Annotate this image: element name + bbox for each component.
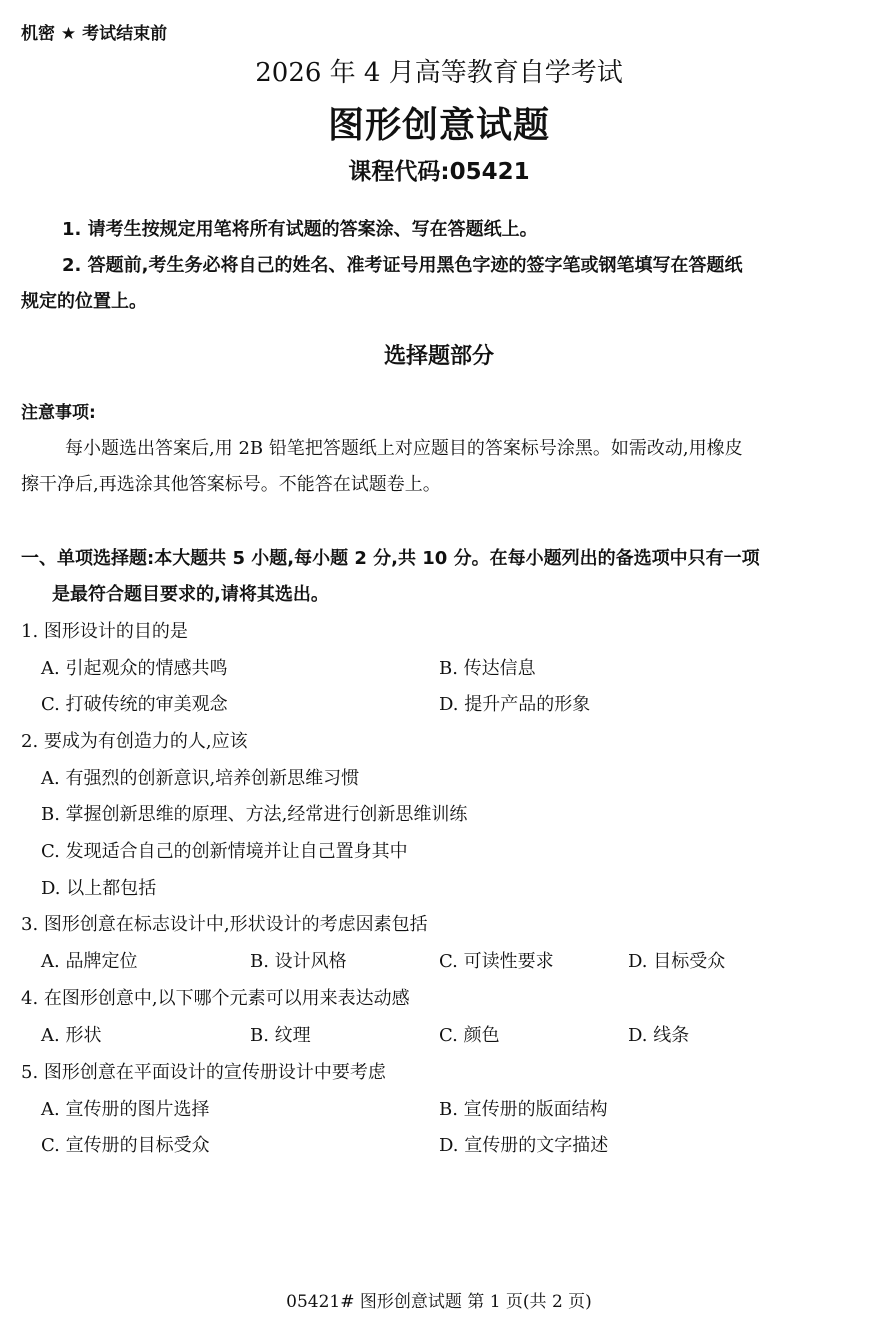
course-code: 课程代码:05421 — [348, 159, 530, 185]
notes-line-1: 每小题选出答案后,用 2B 铅笔把答题纸上对应题目的答案标号涂黑。如需改动,用橡皮 — [65, 438, 743, 459]
question-2-option-a: A. 有强烈的创新意识,培养创新思维习惯 — [41, 768, 360, 789]
section-title: 选择题部分 — [383, 344, 494, 369]
question-1-option-d: D. 提升产品的形象 — [439, 694, 591, 715]
question-4-option-b: B. 纹理 — [250, 1025, 311, 1046]
question-4-option-d: D. 线条 — [628, 1025, 690, 1046]
question-5-option-b: B. 宣传册的版面结构 — [439, 1099, 608, 1120]
question-3-option-b: B. 设计风格 — [250, 951, 347, 972]
question-2-option-c: C. 发现适合自己的创新情境并让自己置身其中 — [41, 841, 408, 862]
question-3-stem: 3. 图形创意在标志设计中,形状设计的考虑因素包括 — [21, 914, 428, 935]
question-1-option-b: B. 传达信息 — [439, 658, 536, 679]
question-3-option-a: A. 品牌定位 — [41, 951, 138, 972]
question-3-option-d: D. 目标受众 — [628, 951, 726, 972]
subject-title: 图形创意试题 — [327, 105, 550, 146]
question-1-option-a: A. 引起观众的情感共鸣 — [41, 658, 228, 679]
part-one-heading-cont: 是最符合题目要求的,请将其选出。 — [52, 584, 329, 605]
question-5-option-a: A. 宣传册的图片选择 — [41, 1099, 210, 1120]
question-2-stem: 2. 要成为有创造力的人,应该 — [21, 731, 248, 752]
exam-title: 2026 年 4 月高等教育自学考试 — [255, 58, 623, 88]
question-5-option-d: D. 宣传册的文字描述 — [439, 1135, 609, 1156]
instruction-2-cont: 规定的位置上。 — [21, 291, 147, 312]
question-3-option-c: C. 可读性要求 — [439, 951, 554, 972]
question-4-option-a: A. 形状 — [41, 1025, 102, 1046]
confidential-label: 机密 ★ 考试结束前 — [21, 24, 168, 44]
part-one-heading: 一、单项选择题:本大题共 5 小题,每小题 2 分,共 10 分。在每小题列出的备选项中只有一项 — [21, 548, 760, 569]
page-footer: 05421# 图形创意试题 第 1 页(共 2 页) — [286, 1292, 592, 1312]
question-1-stem: 1. 图形设计的目的是 — [21, 621, 188, 642]
instruction-2: 2. 答题前,考生务必将自己的姓名、准考证号用黑色字迹的签字笔或钢笔填写在答题纸 — [62, 255, 743, 276]
instruction-1: 1. 请考生按规定用笔将所有试题的答案涂、写在答题纸上。 — [62, 219, 538, 240]
question-4-option-c: C. 颜色 — [439, 1025, 500, 1046]
question-5-stem: 5. 图形创意在平面设计的宣传册设计中要考虑 — [21, 1062, 386, 1083]
question-2-option-d: D. 以上都包括 — [41, 878, 157, 899]
question-2-option-b: B. 掌握创新思维的原理、方法,经常进行创新思维训练 — [41, 804, 468, 825]
notes-line-2: 擦干净后,再选涂其他答案标号。不能答在试题卷上。 — [21, 474, 441, 495]
question-1-option-c: C. 打破传统的审美观念 — [41, 694, 228, 715]
notes-heading: 注意事项: — [21, 403, 96, 423]
question-4-stem: 4. 在图形创意中,以下哪个元素可以用来表达动感 — [21, 988, 410, 1009]
question-5-option-c: C. 宣传册的目标受众 — [41, 1135, 210, 1156]
